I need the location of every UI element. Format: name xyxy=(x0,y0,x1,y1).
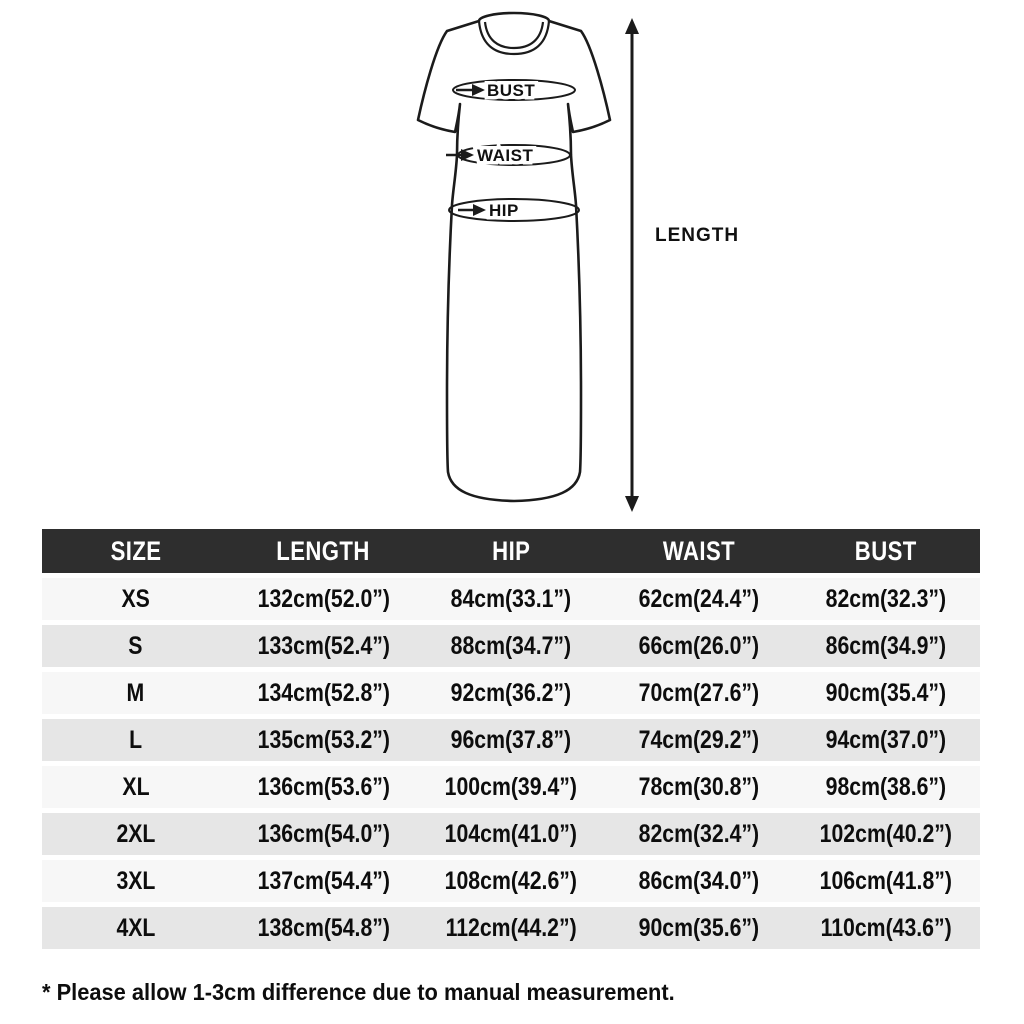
length-value: 136cm(53.6”) xyxy=(257,772,390,801)
size-value: XL xyxy=(122,772,150,801)
cell-size xyxy=(42,623,230,670)
cell-hip xyxy=(417,858,605,905)
cell-bust xyxy=(792,858,980,905)
hip-value: 108cm(42.6”) xyxy=(444,866,578,895)
cell-bust xyxy=(792,670,980,717)
cell-length xyxy=(230,905,418,950)
hip-value: 96cm(37.8”) xyxy=(450,725,572,754)
cell-waist xyxy=(605,670,793,717)
bust-label: BUST xyxy=(487,81,536,100)
bust-value: 110cm(43.6”) xyxy=(820,913,952,942)
header-bust xyxy=(792,529,980,576)
cell-hip xyxy=(417,623,605,670)
bust-value: 94cm(37.0”) xyxy=(825,725,947,754)
cell-bust xyxy=(792,623,980,670)
hip-value: 104cm(41.0”) xyxy=(444,819,578,848)
cell-waist xyxy=(605,858,793,905)
waist-value: 66cm(26.0”) xyxy=(638,631,759,660)
length-arrowhead-bottom-icon xyxy=(625,496,639,512)
size-value: 3XL xyxy=(116,866,156,895)
cell-size xyxy=(42,858,230,905)
size-value: S xyxy=(128,631,143,660)
size-value: 4XL xyxy=(116,913,156,942)
cell-waist xyxy=(605,811,793,858)
cell-hip xyxy=(417,717,605,764)
bust-value: 106cm(41.8”) xyxy=(820,866,953,895)
waist-label: WAIST xyxy=(477,146,534,165)
cell-hip xyxy=(417,576,605,623)
bust-value: 86cm(34.9”) xyxy=(825,631,947,660)
length-value: 136cm(54.0”) xyxy=(257,819,390,848)
cell-length xyxy=(230,670,418,717)
bust-value: 102cm(40.2”) xyxy=(820,819,953,848)
table-row xyxy=(42,717,980,764)
waist-value: 74cm(29.2”) xyxy=(638,725,759,754)
cell-size xyxy=(42,811,230,858)
cell-bust xyxy=(792,764,980,811)
cell-length xyxy=(230,623,418,670)
table-row xyxy=(42,670,980,717)
cell-bust xyxy=(792,576,980,623)
hip-value: 92cm(36.2”) xyxy=(450,678,572,707)
dress-diagram xyxy=(358,4,748,522)
cell-waist xyxy=(605,623,793,670)
table-row xyxy=(42,623,980,670)
hip-value: 112cm(44.2”) xyxy=(445,913,577,942)
cell-waist xyxy=(605,576,793,623)
header-size-label: SIZE xyxy=(110,535,162,566)
cell-size xyxy=(42,764,230,811)
header-waist xyxy=(605,529,793,576)
table-row xyxy=(42,764,980,811)
dress-diagram-svg xyxy=(358,4,748,522)
cell-length xyxy=(230,717,418,764)
hip-value: 84cm(33.1”) xyxy=(450,584,572,613)
hip-value: 88cm(34.7”) xyxy=(450,631,572,660)
length-value: 132cm(52.0”) xyxy=(257,584,390,613)
size-value: L xyxy=(129,725,143,754)
length-value: 134cm(52.8”) xyxy=(257,678,390,707)
table-row xyxy=(42,811,980,858)
cell-bust xyxy=(792,811,980,858)
header-length-label: LENGTH xyxy=(276,535,371,566)
header-size xyxy=(42,529,230,576)
header-hip-label: HIP xyxy=(491,535,531,566)
cell-size xyxy=(42,717,230,764)
header-waist-label: WAIST xyxy=(662,535,735,566)
measurement-disclaimer: * Please allow 1-3cm difference due to manual measurement. xyxy=(42,979,675,1005)
length-label: LENGTH xyxy=(655,225,740,246)
cell-bust xyxy=(792,905,980,950)
header-hip xyxy=(417,529,605,576)
header-bust-label: BUST xyxy=(855,535,918,566)
length-arrowhead-top-icon xyxy=(625,18,639,34)
cell-waist xyxy=(605,717,793,764)
cell-hip xyxy=(417,811,605,858)
cell-hip xyxy=(417,905,605,950)
waist-value: 86cm(34.0”) xyxy=(638,866,759,895)
cell-length xyxy=(230,764,418,811)
cell-waist xyxy=(605,905,793,950)
hip-label: HIP xyxy=(489,201,519,220)
header-length xyxy=(230,529,418,576)
table-row xyxy=(42,576,980,623)
cell-size xyxy=(42,670,230,717)
size-table xyxy=(42,529,980,949)
bust-value: 82cm(32.3”) xyxy=(825,584,947,613)
waist-value: 62cm(24.4”) xyxy=(638,584,759,613)
cell-bust xyxy=(792,717,980,764)
table-row xyxy=(42,858,980,905)
waist-value: 70cm(27.6”) xyxy=(638,678,759,707)
waist-value: 90cm(35.6”) xyxy=(638,913,759,942)
table-header-row xyxy=(42,529,980,576)
bust-value: 98cm(38.6”) xyxy=(825,772,947,801)
size-value: 2XL xyxy=(116,819,156,848)
waist-value: 82cm(32.4”) xyxy=(638,819,759,848)
hip-value: 100cm(39.4”) xyxy=(444,772,578,801)
length-value: 135cm(53.2”) xyxy=(257,725,390,754)
cell-size xyxy=(42,905,230,950)
size-value: M xyxy=(126,678,145,707)
table-row xyxy=(42,905,980,950)
cell-length xyxy=(230,811,418,858)
cell-length xyxy=(230,858,418,905)
cell-hip xyxy=(417,764,605,811)
cell-hip xyxy=(417,670,605,717)
length-value: 133cm(52.4”) xyxy=(257,631,390,660)
bust-value: 90cm(35.4”) xyxy=(825,678,947,707)
cell-length xyxy=(230,576,418,623)
waist-value: 78cm(30.8”) xyxy=(638,772,759,801)
cell-waist xyxy=(605,764,793,811)
length-value: 137cm(54.4”) xyxy=(257,866,390,895)
cell-size xyxy=(42,576,230,623)
length-value: 138cm(54.8”) xyxy=(257,913,390,942)
size-value: XS xyxy=(121,584,150,613)
